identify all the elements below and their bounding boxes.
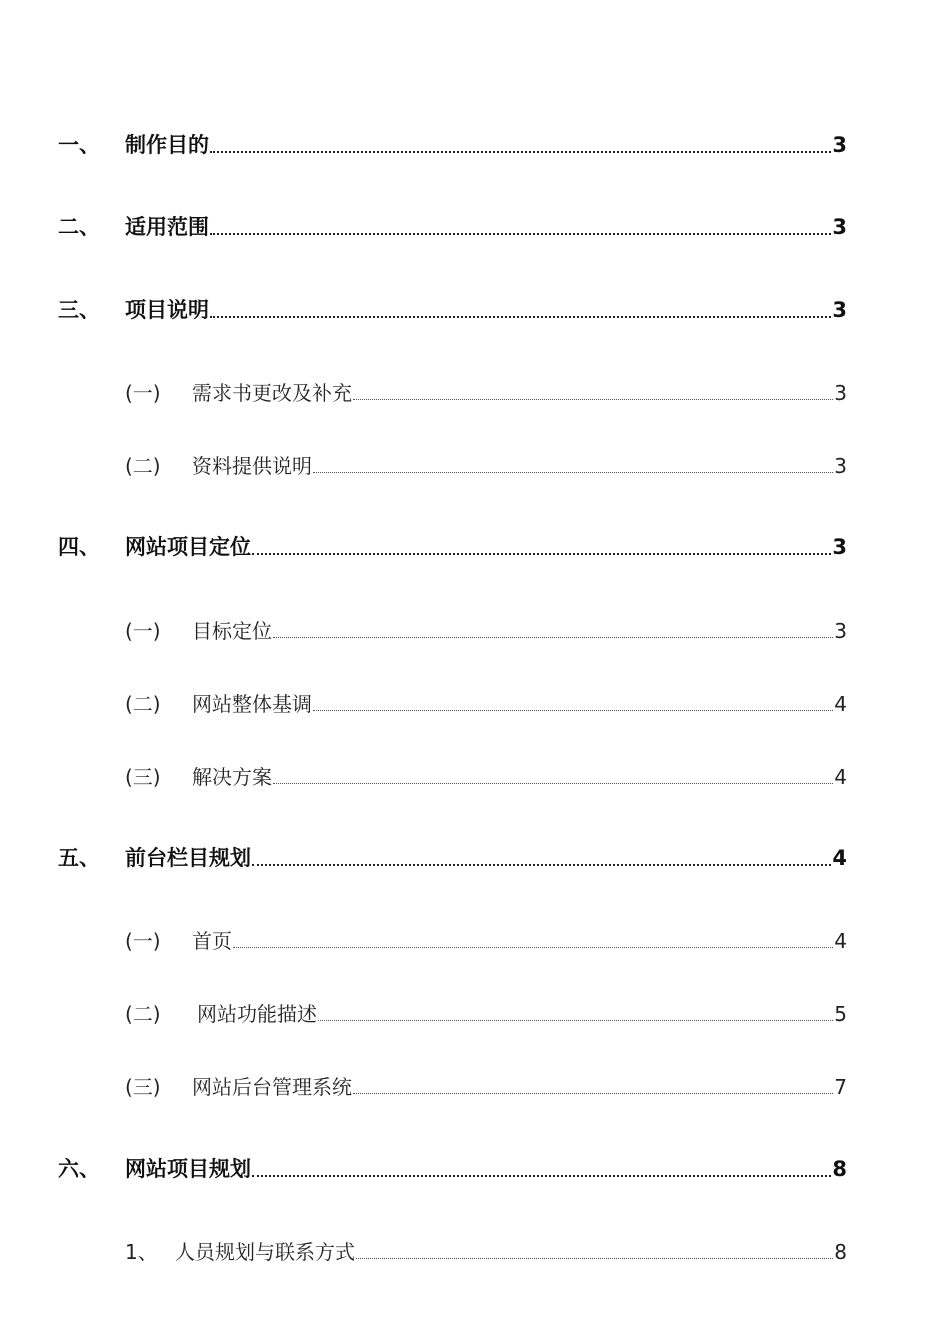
toc-entry-number: (一) [125,929,161,953]
toc-entry-number: (二) [125,692,161,716]
toc-entry-6[interactable] [0,1154,950,1184]
toc-entry-title: 网站项目定位 [125,535,251,559]
toc-entry-page: 3 [834,381,847,405]
toc-entry-number: 五、 [58,846,100,870]
toc-entry-number: (二) [125,454,161,478]
dot-leader [318,1020,833,1021]
toc-entry-title: 网站后台管理系统 [192,1075,352,1099]
dot-leader [313,472,833,473]
toc-entry-number: 二、 [58,215,100,239]
dot-leader [252,1175,831,1177]
toc-entry-title: 网站项目规划 [125,1157,251,1181]
toc-entry-page: 4 [834,929,847,953]
toc-entry-number: (三) [125,765,161,789]
toc-entry-page: 3 [832,133,847,157]
toc-entry-page: 5 [834,1002,847,1026]
dot-leader [356,1258,833,1259]
toc-entry-title: 网站功能描述 [197,1002,317,1026]
toc-entry-title: 适用范围 [125,215,209,239]
toc-entry-number: 1、 [125,1240,158,1264]
toc-entry-page: 8 [832,1157,847,1181]
dot-leader [210,151,831,153]
toc-entry-5[interactable] [0,843,950,873]
toc-entry-4-2[interactable] [0,688,950,718]
dot-leader [313,710,833,711]
toc-entry-page: 4 [834,765,847,789]
toc-entry-4-1[interactable] [0,615,950,645]
toc-entry-1[interactable] [0,130,950,160]
toc-entry-5-1[interactable] [0,925,950,955]
toc-entry-3-1[interactable] [0,377,950,407]
toc-entry-number: (一) [125,619,161,643]
toc-entry-page: 8 [834,1240,847,1264]
toc-entry-title: 制作目的 [125,133,209,157]
toc-entry-title: 目标定位 [192,619,272,643]
toc-entry-page: 3 [832,535,847,559]
toc-entry-title: 网站整体基调 [192,692,312,716]
toc-entry-title: 人员规划与联系方式 [175,1240,355,1264]
toc-entry-number: (一) [125,381,161,405]
toc-entry-number: (二) [125,1002,161,1026]
toc-entry-4-3[interactable] [0,761,950,791]
toc-entry-4[interactable] [0,532,950,562]
dot-leader [252,864,831,866]
toc-entry-2[interactable] [0,212,950,242]
dot-leader [353,1093,833,1094]
toc-entry-page: 7 [834,1075,847,1099]
dot-leader [210,233,831,235]
toc-entry-3-2[interactable] [0,450,950,480]
dot-leader [273,783,833,784]
toc-entry-title: 首页 [192,929,232,953]
toc-entry-5-3[interactable] [0,1071,950,1101]
toc-entry-page: 3 [834,619,847,643]
toc-entry-3[interactable] [0,295,950,325]
dot-leader [273,637,833,638]
dot-leader [210,316,831,318]
toc-entry-title: 项目说明 [125,298,209,322]
toc-entry-title: 需求书更改及补充 [192,381,352,405]
toc-entry-number: 三、 [58,298,100,322]
toc-entry-number: (三) [125,1075,161,1099]
toc-entry-number: 一、 [58,133,100,157]
toc-entry-5-2[interactable] [0,998,950,1028]
toc-entry-page: 3 [832,215,847,239]
toc-entry-page: 4 [834,692,847,716]
toc-entry-6-1[interactable] [0,1236,950,1266]
toc-entry-number: 六、 [58,1157,100,1181]
dot-leader [252,553,831,555]
toc-entry-page: 3 [834,454,847,478]
toc-entry-page: 4 [832,846,847,870]
toc-entry-title: 解决方案 [192,765,272,789]
toc-entry-title: 资料提供说明 [192,454,312,478]
dot-leader [233,947,833,948]
dot-leader [353,399,833,400]
toc-entry-page: 3 [832,298,847,322]
toc-entry-number: 四、 [58,535,100,559]
toc-entry-title: 前台栏目规划 [125,846,251,870]
